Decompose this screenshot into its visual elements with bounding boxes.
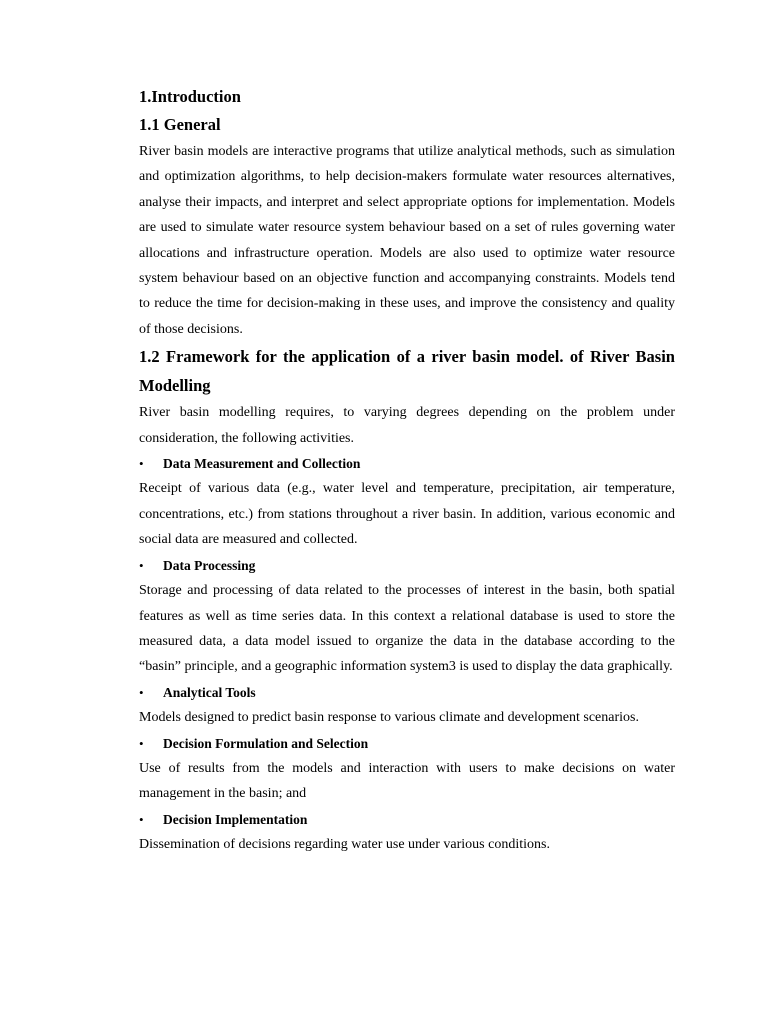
data-measurement-paragraph: Receipt of various data (e.g., water level and temperature, precipitation, air temperature, concentrations, etc.) from stations throughout a river basin. In addition, various economic and social data are measured and collected. (139, 481, 675, 548)
bullet-title: Data Measurement and Collection (163, 456, 361, 472)
bullet-icon: • (139, 456, 144, 472)
document-page (139, 84, 675, 858)
bullet-title: Analytical Tools (163, 684, 256, 700)
bullet-icon: • (139, 735, 144, 751)
bullet-icon: • (139, 557, 144, 573)
heading-introduction: 1.Introduction (139, 87, 241, 106)
heading-general: 1.1 General (139, 115, 221, 134)
framework-paragraph: River basin modelling requires, to varying degrees depending on the problem under consideration, the following activities. (139, 405, 675, 446)
general-paragraph: River basin models are interactive programs that utilize analytical methods, such as simulation and optimization algorithms, to help decision-makers formulate water resources alternatives, analyse their impacts, and interpret and select appropriate options for implementation. Models are used to simulate water resource system behaviour based on a set of rules governing water allocations and infrastructure operation. Models are also used to optimize water resource system behaviour based on an objective function and accompanying constraints. Models tend to reduce the time for decision-making in these uses, and improve the consistency and quality of those decisions. (139, 144, 675, 337)
bullet-analytical-tools (139, 680, 675, 705)
bullet-icon: • (139, 811, 144, 827)
bullet-icon: • (139, 684, 144, 700)
bullet-title: Decision Implementation (163, 811, 308, 827)
bullet-title: Data Processing (163, 557, 256, 573)
bullet-title: Decision Formulation and Selection (163, 735, 369, 751)
bullet-decision-implementation (139, 807, 675, 832)
bullet-data-processing (139, 553, 675, 578)
decision-implementation-paragraph: Dissemination of decisions regarding water use under various conditions. (139, 837, 550, 853)
heading-framework: 1.2 Framework for the application of a river basin model. of River Basin Modelling (139, 347, 675, 396)
analytical-tools-paragraph: Models designed to predict basin response to various climate and development scenarios. (139, 710, 639, 726)
bullet-data-measurement (139, 451, 675, 476)
decision-formulation-paragraph: Use of results from the models and interaction with users to make decisions on water management in the basin; and (139, 760, 675, 802)
data-processing-paragraph: Storage and processing of data related to the processes of interest in the basin, both spatial features as well as time series data. In this context a relational database is used to store the measured data, a data model issued to organize the data in the database according to the “basin” principle, and a geographic information system3 is used to display the data graphically. (139, 583, 675, 675)
bullet-decision-formulation (139, 731, 675, 756)
